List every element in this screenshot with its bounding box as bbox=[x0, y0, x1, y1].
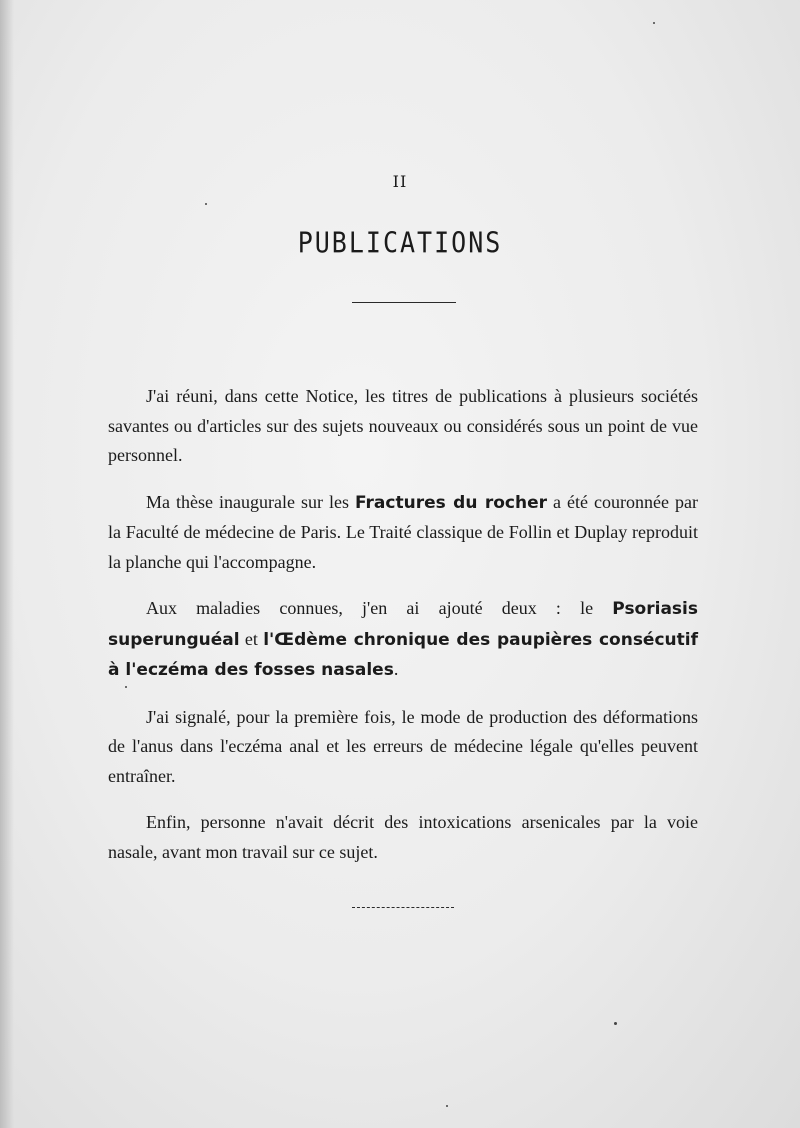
paragraph bbox=[108, 703, 698, 792]
paragraph-text: Ma thèse inaugurale sur les bbox=[146, 491, 356, 512]
paragraph-text: J'ai signalé, pour la première fois, le mode de production des déformations de l'anus dans l'eczéma anal et les erreurs de médecine légale qu'elles peuvent entraîner. bbox=[108, 706, 698, 786]
paragraph-text: J'ai réuni, dans cette Notice, les titres de publications à plusieurs sociétés savantes ou d'articles sur des sujets nouveaux ou considérés sous un point de vue personnel. bbox=[108, 386, 698, 465]
section-title: PUBLICATIONS bbox=[297, 225, 503, 260]
title-divider bbox=[352, 302, 456, 303]
end-divider bbox=[352, 907, 454, 908]
paragraph bbox=[108, 808, 698, 867]
paragraph bbox=[108, 488, 698, 578]
body-text bbox=[108, 382, 698, 884]
section-number: II bbox=[392, 172, 408, 191]
paragraph-text: a été couronnée par la Faculté de médecine de Paris. Le Traité classique de Follin et Duplay reproduit la planche qui l'accompagne. bbox=[108, 491, 699, 572]
paragraph-text: . bbox=[393, 659, 399, 679]
bold-term: Psoriasis superunguéal bbox=[108, 599, 698, 650]
paragraph-text: Aux maladies connues, j'en ai ajouté deux : le bbox=[146, 598, 613, 618]
page-edge-shadow bbox=[0, 0, 14, 1128]
paragraph-text: et bbox=[239, 628, 264, 649]
paragraph bbox=[108, 594, 698, 686]
paragraph bbox=[108, 382, 698, 471]
bold-term: l'Œdème chronique des paupières consécutif à l'eczéma des fosses nasales bbox=[108, 629, 698, 680]
bold-term: Fractures du rocher bbox=[355, 492, 548, 513]
paragraph-text: Enfin, personne n'avait décrit des intoxications arsenicales par la voie nasale, avant mon travail sur ce sujet. bbox=[108, 812, 698, 862]
